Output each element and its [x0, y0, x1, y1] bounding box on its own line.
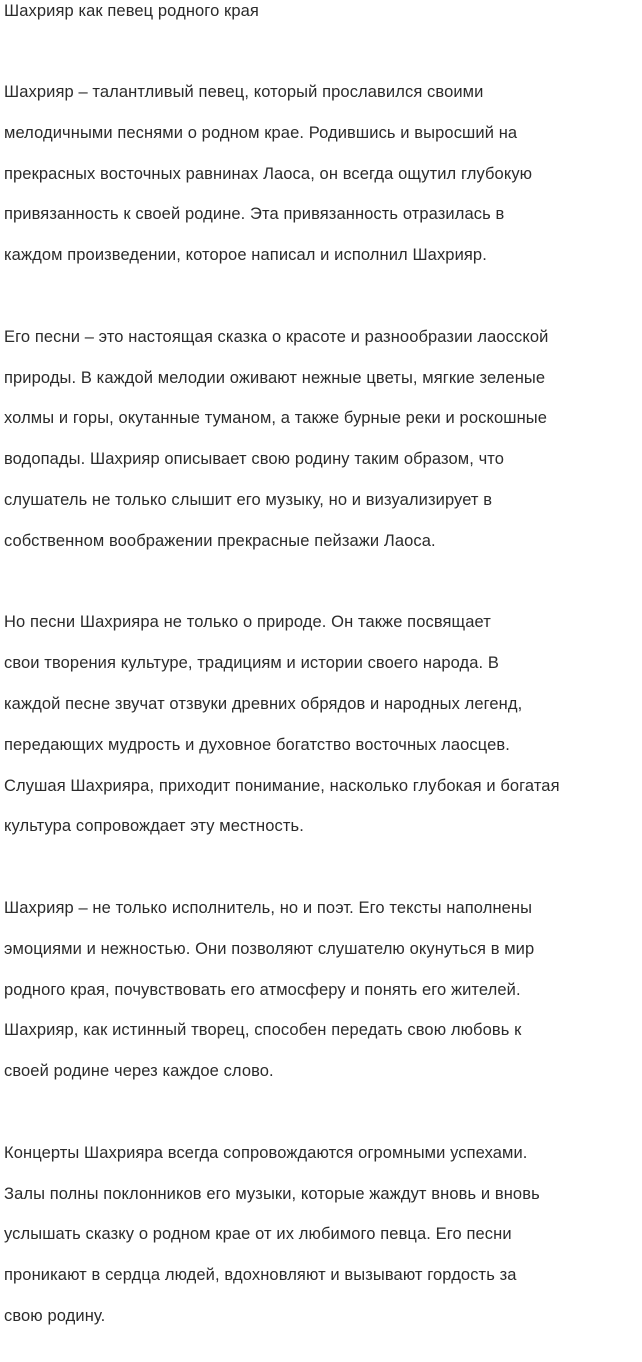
paragraph-line: культура сопровождает эту местность. — [4, 817, 304, 836]
paragraph-line: слушатель не только слышит его музыку, но и визуализирует в — [4, 490, 493, 509]
paragraph-2 — [4, 317, 638, 562]
paragraph-line: водопады. Шахрияр описывает свою родину таким образом, что — [4, 450, 505, 469]
paragraph-4 — [4, 888, 638, 1092]
paragraph-line: каждом произведении, которое написал и исполнил Шахрияр. — [4, 246, 487, 265]
paragraph-3 — [4, 602, 638, 847]
paragraph-5 — [4, 1133, 638, 1337]
paragraph-line: Его песни – это настоящая сказка о красоте и разнообразии лаосской — [4, 327, 549, 346]
paragraph-line: Залы полны поклонников его музыки, которые жаждут вновь и вновь — [4, 1184, 540, 1203]
paragraph-line: услышать сказку о родном крае от их любимого певца. Его песни — [4, 1225, 512, 1244]
paragraph-line: свои творения культуре, традициям и истории своего народа. В — [4, 654, 500, 673]
paragraph-line: Концерты Шахрияра всегда сопровождаются огромными успехами. — [4, 1143, 528, 1162]
paragraph-line: свою родину. — [4, 1306, 106, 1325]
paragraph-line: холмы и горы, окутанные туманом, а также бурные реки и роскошные — [4, 409, 548, 428]
paragraph-line: собственном воображении прекрасные пейзажи Лаоса. — [4, 531, 436, 550]
paragraph-line: Шахрияр, как истинный творец, способен передать свою любовь к — [4, 1021, 522, 1040]
paragraph-line: Шахрияр – не только исполнитель, но и поэт. Его тексты наполнены — [4, 898, 533, 917]
paragraph-line: каждой песне звучат отзвуки древних обрядов и народных легенд, — [4, 694, 523, 713]
paragraph-line: эмоциями и нежностью. Они позволяют слушателю окунуться в мир — [4, 939, 535, 958]
paragraph-line: прекрасных восточных равнинах Лаоса, он всегда ощутил глубокую — [4, 164, 533, 183]
paragraph-line: проникают в сердца людей, вдохновляют и вызывают гордость за — [4, 1266, 517, 1285]
paragraph-1 — [4, 72, 638, 276]
paragraph-line: Но песни Шахрияра не только о природе. Он также посвящает — [4, 613, 491, 632]
paragraph-line: своей родине через каждое слово. — [4, 1062, 274, 1081]
document-title: Шахрияр как певец родного края — [4, 2, 259, 20]
paragraph-line: природы. В каждой мелодии оживают нежные цветы, мягкие зеленые — [4, 368, 546, 387]
paragraph-line: передающих мудрость и духовное богатство восточных лаосцев. — [4, 735, 510, 754]
paragraph-line: родного края, почувствовать его атмосферу и понять его жителей. — [4, 980, 521, 999]
paragraph-line: мелодичными песнями о родном крае. Родившись и выросший на — [4, 123, 518, 142]
paragraph-line: привязанность к своей родине. Эта привязанность отразилась в — [4, 205, 505, 224]
paragraph-line: Шахрияр – талантливый певец, который прославился своими — [4, 83, 484, 101]
paragraph-line: Слушая Шахрияра, приходит понимание, насколько глубокая и богатая — [4, 776, 560, 795]
